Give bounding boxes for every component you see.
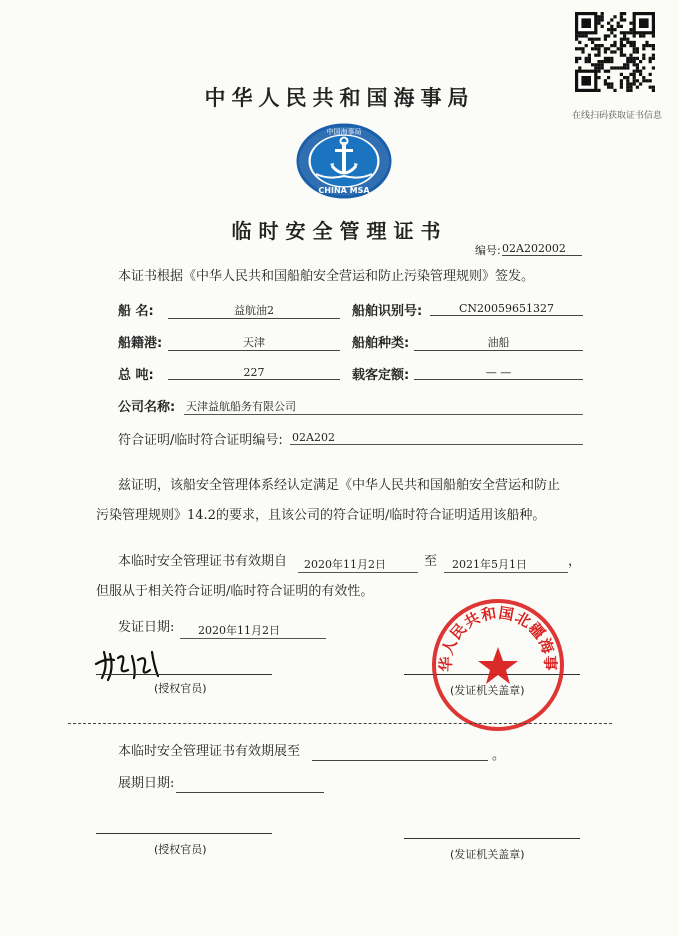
port-of-registry-value: 天津: [168, 334, 340, 351]
ship-name-label: 船 名:: [118, 304, 154, 319]
extension-seal-caption: (发证机关盖章): [450, 848, 525, 861]
validity-from-date: 2020年11月2日: [298, 556, 418, 573]
passenger-capacity-value: — —: [414, 366, 583, 380]
validity-to-date: 2021年5月1日: [444, 556, 568, 573]
passenger-capacity-label: 载客定额:: [352, 368, 410, 383]
ship-type-label: 船舶种类:: [352, 336, 410, 351]
seal-text: 华人民共和国北疆海事: [436, 603, 560, 672]
gross-tonnage-label: 总 吨:: [118, 368, 154, 383]
extension-text: 本临时安全管理证书有效期展至: [118, 744, 301, 759]
issuing-authority: 中华人民共和国海事局: [204, 86, 475, 110]
certificate-title: 临时安全管理证书: [231, 219, 448, 243]
validity-to-word: 至: [424, 554, 438, 569]
emblem-text-top: 中国海事局: [326, 128, 362, 136]
officer-signature-line: [96, 674, 272, 675]
issue-date-label: 发证日期:: [118, 620, 175, 635]
ship-id-label: 船舶识别号:: [352, 304, 423, 319]
extension-end-mark: 。: [492, 748, 506, 763]
company-name-value: 天津益航船务有限公司: [184, 398, 583, 415]
qr-caption: 在线扫码获取证书信息: [572, 111, 663, 121]
ship-name-value: 益航油2: [168, 302, 340, 319]
ship-type-value: 油船: [414, 334, 583, 351]
extension-officer-caption: (授权官员): [154, 843, 207, 856]
official-red-seal: [430, 597, 566, 733]
seal-caption: (发证机关盖章): [450, 684, 525, 697]
china-msa-emblem: [294, 122, 394, 200]
gross-tonnage-value: 227: [168, 366, 340, 380]
extension-seal-line: [404, 838, 580, 839]
certification-statement-line1: 兹证明，该船安全管理体系经认定满足《中华人民共和国船舶安全营运和防止: [118, 478, 561, 493]
cert-number-value: 02A202002: [502, 242, 582, 256]
company-name-label: 公司名称:: [118, 400, 176, 415]
doc-number-value: 02A202: [290, 431, 583, 445]
port-of-registry-label: 船籍港:: [118, 336, 163, 351]
qr-code[interactable]: [575, 12, 655, 92]
emblem-text-bottom: CHINA MSA: [318, 186, 370, 195]
extension-date-line: [176, 792, 324, 793]
officer-signature: [92, 640, 162, 684]
officer-caption: (授权官员): [154, 682, 207, 695]
validity-condition: 但服从于相关符合证明/临时符合证明的有效性。: [96, 584, 374, 599]
issuance-basis: 本证书根据《中华人民共和国船舶安全营运和防止污染管理规则》签发。: [118, 269, 535, 284]
doc-number-label: 符合证明/临时符合证明编号:: [118, 433, 283, 448]
extension-until-line: [312, 760, 488, 761]
validity-comma: ，: [568, 554, 582, 569]
star-icon: [478, 647, 518, 684]
issue-date-value: 2020年11月2日: [180, 622, 326, 639]
cert-number-label: 编号:: [475, 244, 501, 257]
validity-prefix: 本临时安全管理证书有效期自: [118, 554, 288, 569]
section-divider: [68, 723, 612, 724]
extension-officer-line: [96, 833, 272, 834]
extension-date-label: 展期日期:: [118, 776, 175, 791]
ship-id-value: CN20059651327: [430, 302, 583, 316]
certification-statement-line2: 污染管理规则》14.2的要求，且该公司的符合证明/临时符合证明适用该船种。: [96, 508, 546, 523]
